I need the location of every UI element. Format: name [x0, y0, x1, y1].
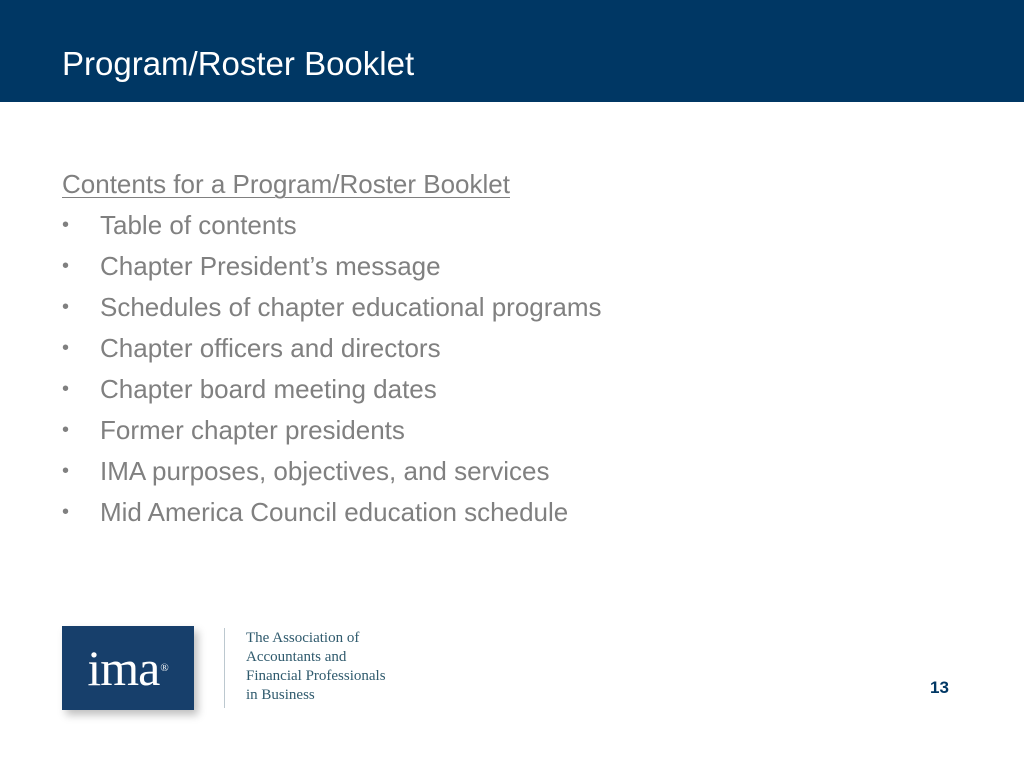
slide-title: Program/Roster Booklet	[62, 45, 415, 82]
bullet-icon: •	[62, 214, 70, 236]
list-item	[62, 290, 602, 324]
list-item-text: Schedules of chapter educational programs	[100, 292, 602, 322]
slide-content	[62, 167, 602, 536]
list-item-text: Mid America Council education schedule	[100, 497, 569, 527]
list-item	[62, 372, 602, 406]
bullet-icon: •	[62, 378, 70, 400]
bullet-icon: •	[62, 501, 70, 523]
list-item	[62, 208, 602, 242]
bullet-icon: •	[62, 337, 70, 359]
ima-logo-mark	[62, 626, 194, 710]
ima-logo-text: ima	[87, 640, 160, 696]
tagline-line: The Association of	[246, 630, 360, 646]
list-item	[62, 495, 602, 529]
tagline-line: Financial Professionals	[246, 668, 386, 684]
bullet-icon: •	[62, 255, 70, 277]
logo-divider	[224, 628, 225, 708]
list-item-text: Former chapter presidents	[100, 415, 405, 445]
logo-tagline	[246, 629, 386, 705]
bullet-list	[62, 208, 602, 529]
list-item	[62, 331, 602, 365]
content-subheading: Contents for a Program/Roster Booklet	[62, 169, 510, 199]
list-item-text: Chapter officers and directors	[100, 333, 441, 363]
list-item-text: Table of contents	[100, 210, 297, 240]
bullet-icon: •	[62, 419, 70, 441]
ima-logo	[62, 626, 422, 726]
registered-mark: ®	[160, 662, 169, 674]
list-item-text: Chapter board meeting dates	[100, 374, 437, 404]
tagline-line: in Business	[246, 687, 315, 703]
list-item-text: Chapter President’s message	[100, 251, 441, 281]
list-item-text: IMA purposes, objectives, and services	[100, 456, 550, 486]
title-bar	[0, 0, 1024, 102]
tagline-line: Accountants and	[246, 649, 347, 665]
list-item	[62, 454, 602, 488]
page-number: 13	[930, 678, 949, 697]
bullet-icon: •	[62, 296, 70, 318]
list-item	[62, 249, 602, 283]
bullet-icon: •	[62, 460, 70, 482]
list-item	[62, 413, 602, 447]
